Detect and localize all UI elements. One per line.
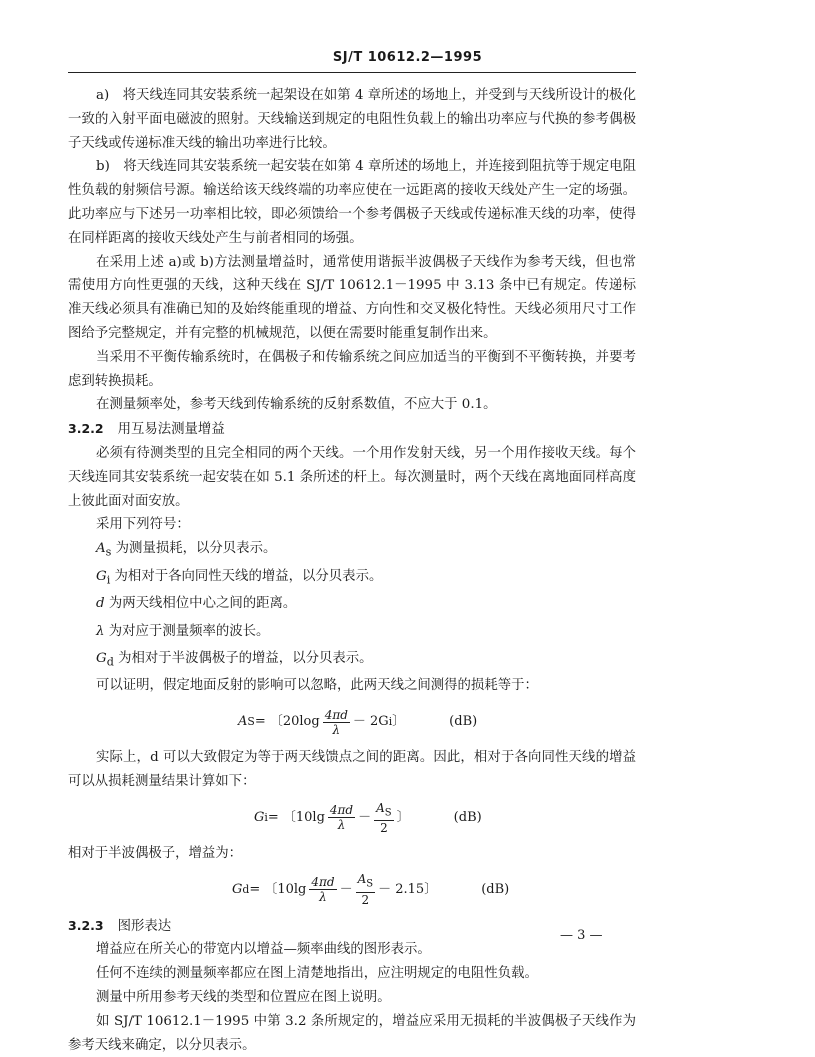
symbol-definition: $G_d$ 为相对于半波偶极子的增益，以分贝表示。 (96, 651, 373, 669)
paragraph-graph-4: 如 SJ/T 10612.1－1995 中第 3.2 条所规定的，增益应采用无损耗的半波偶极子天线作为参考天线来确定，以分贝表示。 (68, 1013, 636, 1053)
paragraph-a: a) 将天线连同其安装系统一起架设在如第 4 章所述的场地上，并受到与天线所设计的极化一致的入射平面电磁波的照射。天线输送到规定的电阻性负载上的输出功率应与代换的参考偶极子天线或传递标准天线的输出功率进行比较。 (68, 88, 636, 151)
paragraph-loss-intro: 可以证明，假定地面反射的影响可以忽略，此两天线之间测得的损耗等于： (96, 678, 538, 694)
section-title: 图形表达 (117, 918, 172, 934)
paragraph-balun: 当采用不平衡传输系统时，在偶极子和传输系统之间应加适当的平衡到不平衡转换，并要考虑到转换损耗。 (68, 349, 636, 389)
header-rule (68, 72, 636, 73)
paragraph-two-antennas: 必须有待测类型的且完全相同的两个天线。一个用作发射天线，另一个用作接收天线。每个天线连同其安装系统一起安装在如 5.1 条所述的杆上。每次测量时，两个天线在离地面同样高度上彼此面对面安放。 (68, 445, 636, 509)
formula-gain-dipole: G d = 〔10lg $\frac{4\pi d}{\lambda}$ － $\frac{A_S}{2}$ － 2.15〕 (dB) (232, 872, 510, 907)
paragraph-graph-3: 测量中所用参考天线的类型和位置应在图上说明。 (96, 990, 391, 1006)
paragraph-gain-isotropic: 实际上，d 可以大致假定为等于两天线馈点之间的距离。因此，相对于各向同性天线的增益可以从损耗测量结果计算如下： (68, 750, 636, 790)
formula-gain-isotropic: G i = 〔10lg $\frac{4\pi d}{\lambda}$ － $\frac{A_S}{2}$ 〕 (dB) (254, 800, 482, 836)
section-heading-3-2-3 (68, 914, 636, 939)
section-heading-3-2-2 (68, 417, 636, 442)
paragraph-reflection: 在测量频率处，参考天线到传输系统的反射系数值，不应大于 0.1。 (96, 397, 497, 413)
paragraph-gain-dipole: 相对于半波偶极子，增益为： (68, 845, 243, 861)
symbol-definition: λ 为对应于测量频率的波长。 (96, 623, 270, 639)
paragraph-symbols-intro: 采用下列符号： (96, 517, 190, 533)
formula-loss: A S = 〔20log $\frac{4\pi d}{\lambda}$ － 2G i 〕 (dB) (238, 707, 478, 737)
paragraph-b: b) 将天线连同其安装系统一起安装在如第 4 章所述的场地上，并连接到阻抗等于规定电阻性负载的射频信号源。输送给该天线终端的功率应使在一远距离的接收天线处产生一定的场强。此功率应与下述另一功率相比较，即必须馈给一个参考偶极子天线或传递标准天线的功率，使得在同样距离的接收天线处产生与前者相同的场强。 (68, 159, 636, 246)
section-number: 3.2.3 (68, 917, 104, 933)
page-header: SJ/T 10612.2—1995 (332, 50, 483, 65)
document-body (68, 84, 636, 1057)
paragraph-reference-antenna: 在采用上述 a)或 b)方法测量增益时，通常使用谐振半波偶极子天线作为参考天线，但也常需使用方向性更强的天线，这种天线在 SJ/T 10612.1－1995 中 3.13 条中已有规定。传递标准天线必须具有准确已知的及始终能重现的增益、方向性和交叉极化特性。天线必须用尺寸工作图给予完整规定，并有完整的机械规范，以便在需要时能重复制作出来。 (68, 254, 636, 341)
section-number: 3.2.2 (68, 421, 104, 437)
symbol-definition: $G_i$ 为相对于各向同性天线的增益，以分贝表示。 (96, 568, 383, 587)
page-number: — 3 — (560, 928, 603, 943)
paragraph-graph-2: 任何不连续的测量频率都应在图上清楚地指出，应注明规定的电阻性负载。 (96, 966, 538, 982)
section-title: 用互易法测量增益 (117, 422, 225, 438)
symbol-definition: d 为两天线相位中心之间的距离。 (96, 596, 297, 612)
paragraph-graph-1: 增益应在所关心的带宽内以增益—频率曲线的图形表示。 (96, 942, 431, 958)
symbol-definition: $A_s$ 为测量损耗，以分贝表示。 (96, 541, 277, 559)
